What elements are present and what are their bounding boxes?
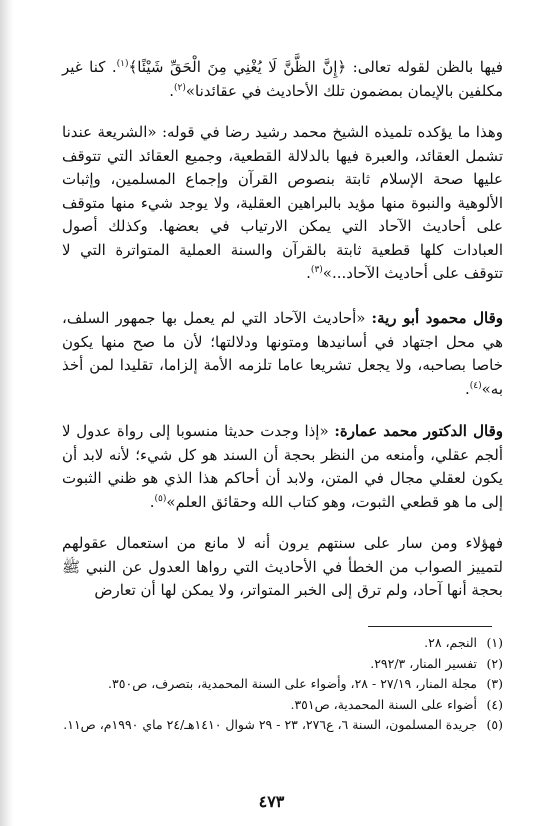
footnote-ref[interactable]: (١) xyxy=(116,59,129,69)
footnote-item xyxy=(62,674,503,695)
footnote-item xyxy=(62,695,503,716)
footnote-ref[interactable]: (٥) xyxy=(154,493,167,504)
footnote-ref[interactable]: (٣) xyxy=(310,265,323,275)
footnote-ref[interactable]: (٢) xyxy=(173,82,186,93)
paragraph-text: «أحاديث الآحاد التي لم يعمل بها جمهور السلف، هي محل اجتهاد في أسانيدها ومتونها ودلالتها؛ لأن ما صح منها يكون خاصا بصاحبه، ولا يجعل تشريعا عاما تلزمه الأمة إلزاما، تقليدا لمن أخذ به» xyxy=(62,309,503,398)
footnote-number: (١) xyxy=(486,635,503,650)
footnote-item xyxy=(62,715,503,736)
footnotes-list xyxy=(62,633,503,736)
paragraph-text: . xyxy=(169,81,174,100)
footnote-separator xyxy=(368,626,492,627)
paragraph-2 xyxy=(62,121,503,286)
paragraph-text: «إذا وجدت حديثا منسوبا إلى رواة عدول لا ألجم عقلي، وأمنعه من النظر بحجة أن السند هو كل شيء؛ لأنه لابد أن يكون لعقلي مجال في المتن، ولابد أن أحاكم هذا الذي هو ظني الثبوت إلى ما هو قطعي الثبوت، وهو كتاب الله وحقائق العلم» xyxy=(62,422,503,511)
footnote-number: (٣) xyxy=(486,676,503,691)
footnote-text: جريدة المسلمون، السنة ٦، ع٢٧٦، ٢٣ - ٢٩ شوال ١٤١٠هـ/٢٤ ماي ١٩٩٠م، ص١١. xyxy=(63,717,477,732)
paragraph-text: فيها بالظن لقوله تعالى: ﴿إِنَّ الظَّنَّ لَا يُغْنِي مِنَ الْحَقِّ شَيْئًا﴾ xyxy=(128,58,503,76)
footnote-text: تفسير المنار، ٢٩٢/٣. xyxy=(370,655,477,671)
paragraph-text: . xyxy=(306,264,311,282)
paragraph-label: وقال الدكتور محمد عمارة: xyxy=(334,422,503,440)
paragraph-text: فهؤلاء ومن سار على سنتهم يرون أنه لا مانع من استعمال عقولهم لتمييز الصواب من الخطأ في الأحاديث التي رواها العدول عن النبي ﷺ بحجة أنها آحاد، ولم ترق إلى الخبر المتواتر، ولا يمكن لها أن تعارض xyxy=(62,534,503,599)
footnote-number: (٢) xyxy=(486,655,503,671)
paragraph-text: . كنا غير مكلفين بالإيمان بمضمون تلك الأحاديث في عقائدنا» xyxy=(62,58,503,100)
paragraph-5 xyxy=(62,532,503,603)
paragraph-3 xyxy=(62,307,503,401)
paragraph-1 xyxy=(62,56,503,103)
footnote-text: أضواء على السنة المحمدية، ص٣٥١. xyxy=(290,696,477,712)
footnote-number: (٤) xyxy=(486,696,503,712)
page-number: ٤٧٣ xyxy=(258,792,285,811)
paragraph-text: وهذا ما يؤكده تلميذه الشيخ محمد رشيد رضا في قوله: «الشريعة عندنا تشمل العقائد، والعبرة فيها بالدلالة القطعية، وجميع العقائد التي تتوقف عليها صحة الإسلام ثابتة بنصوص القرآن وإجماع المسلمين، وإثبات الألوهية والنبوة منها مؤيد بالبراهين العقلية، ولا يوجد شيء منها متوقف على أحاديث الآحاد التي يمكن الارتياب في بعضها. وكذلك أصول العبادات كلها قطعية ثابتة بالقرآن والسنة العملية المتواترة التي لا تتوقف على أحاديث الآحاد...» xyxy=(62,123,503,282)
footnote-text: النجم، ٢٨. xyxy=(424,635,477,650)
footnote-number: (٥) xyxy=(486,717,503,732)
footnote-item xyxy=(62,654,503,675)
paragraph-text: . xyxy=(464,379,470,398)
paragraph-4 xyxy=(62,420,503,514)
footnote-ref[interactable]: (٤) xyxy=(469,380,482,391)
footnote-text: مجلة المنار، ٢٧/١٩ - ٢٨، وأضواء على السنة المحمدية، بتصرف، ص٣٥٠. xyxy=(108,676,477,691)
paragraph-label: وقال محمود أبو رية: xyxy=(371,309,503,327)
footnote-item xyxy=(62,633,503,654)
page-gutter-shadow xyxy=(0,0,14,826)
paragraph-text: . xyxy=(149,492,155,511)
